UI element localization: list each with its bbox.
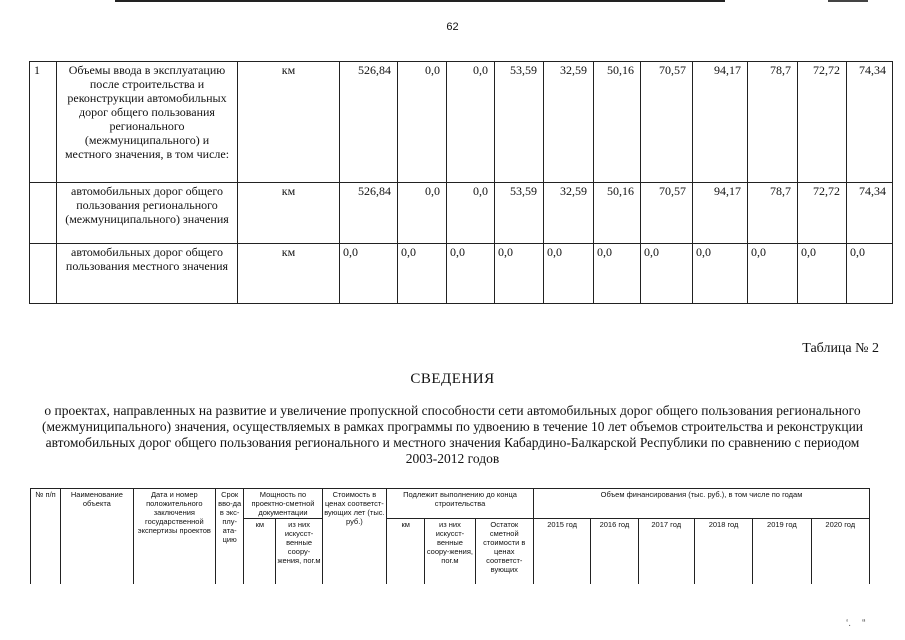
header-term: Срок вво-да в экс-плу-ата-цию [216, 489, 244, 585]
table-cell: 0,0 [447, 62, 495, 183]
table-cell: 94,17 [693, 62, 748, 183]
table-cell: 0,0 [693, 244, 748, 304]
row-index [30, 183, 57, 244]
road-commissioning-table [29, 61, 893, 304]
table-label: Таблица № 2 [802, 341, 879, 356]
header-year: 2019 год [753, 519, 811, 585]
table-cell: 53,59 [495, 183, 544, 244]
header-capacity-km: км [244, 519, 276, 585]
table-cell: 72,72 [798, 183, 847, 244]
projects-table-wrapper [30, 488, 870, 584]
header-expertise: Дата и номер положительного заключения государственной экспертизы проектов [133, 489, 215, 585]
row-unit: км [238, 244, 340, 304]
table-cell: 0,0 [544, 244, 594, 304]
table-cell: 0,0 [847, 244, 893, 304]
row-unit: км [238, 183, 340, 244]
header-cost: Стоимость в ценах соответст-вующих лет (тыс. руб.) [322, 489, 386, 585]
table-row [30, 244, 893, 304]
row-name: Объемы ввода в эксплуатацию после строительства и реконструкции автомобильных дорог общего пользования регионального (межмуниципального) и местного значения, в том числе: [57, 62, 238, 183]
projects-table [30, 488, 870, 584]
table-cell: 0,0 [798, 244, 847, 304]
table-cell: 0,0 [398, 183, 447, 244]
header-capacity: Мощность по проектно-сметной документации [244, 489, 322, 519]
row-index [30, 244, 57, 304]
table-row [30, 62, 893, 183]
header-year: 2020 год [811, 519, 869, 585]
top-rule [115, 0, 725, 2]
header-year: 2016 год [591, 519, 638, 585]
header-num: № п/п [31, 489, 61, 585]
table-cell: 78,7 [748, 62, 798, 183]
table-cell: 32,59 [544, 183, 594, 244]
header-name: Наименование объекта [61, 489, 133, 585]
table-cell: 78,7 [748, 183, 798, 244]
row-name: автомобильных дорог общего пользования регионального (межмуниципального) значения [57, 183, 238, 244]
table-cell: 526,84 [340, 183, 398, 244]
table-cell: 53,59 [495, 62, 544, 183]
table-cell: 74,34 [847, 62, 893, 183]
table-cell: 0,0 [641, 244, 693, 304]
header-remaining: Подлежит выполнению до конца строительства [387, 489, 534, 519]
table-cell: 70,57 [641, 183, 693, 244]
table-row [30, 183, 893, 244]
table-cell: 0,0 [398, 62, 447, 183]
document-subtitle: о проектах, направленных на развитие и увеличение пропускной способности сети автомобильных дорог общего пользования регионального (межмуниципального) значения, осуществляемых в рамках программы по удвоению в течение 10 лет объемов строительства и реконструкции автомобильных дорог общего пользования регионального и местного значения Кабардино-Балкарской Республики по сравнению с периодом 2003-2012 годов [41, 403, 864, 466]
table-cell: 50,16 [594, 183, 641, 244]
table-cell: 32,59 [544, 62, 594, 183]
table-cell: 0,0 [748, 244, 798, 304]
table-cell: 0,0 [447, 183, 495, 244]
header-remaining-km: км [387, 519, 425, 585]
header-remaining-cost: Остаток сметной стоимости в ценах соответст-вующих [475, 519, 533, 585]
header-year: 2017 год [638, 519, 694, 585]
header-remaining-art: из них искусст-венные соору-жения, пог.м [425, 519, 475, 585]
row-index: 1 [30, 62, 57, 183]
row-name: автомобильных дорог общего пользования местного значения [57, 244, 238, 304]
top-rule-mark [828, 0, 868, 2]
header-year: 2018 год [694, 519, 752, 585]
scan-artifact: ‘. “ [846, 618, 866, 629]
table-cell: 74,34 [847, 183, 893, 244]
document-heading: СВЕДЕНИЯ [410, 371, 495, 387]
table-cell: 94,17 [693, 183, 748, 244]
header-financing: Объем финансирования (тыс. руб.), в том числе по годам [533, 489, 869, 519]
page-number: 62 [446, 21, 459, 33]
row-unit: км [238, 62, 340, 183]
table-header-row [31, 489, 870, 519]
table-cell: 0,0 [594, 244, 641, 304]
table-cell: 526,84 [340, 62, 398, 183]
header-year: 2015 год [533, 519, 590, 585]
table-cell: 70,57 [641, 62, 693, 183]
table-cell: 0,0 [495, 244, 544, 304]
header-capacity-art: из них искусст-венные соору-жения, пог.м [276, 519, 322, 585]
table-cell: 0,0 [398, 244, 447, 304]
table-cell: 0,0 [340, 244, 398, 304]
table-cell: 50,16 [594, 62, 641, 183]
table-cell: 0,0 [447, 244, 495, 304]
table-cell: 72,72 [798, 62, 847, 183]
